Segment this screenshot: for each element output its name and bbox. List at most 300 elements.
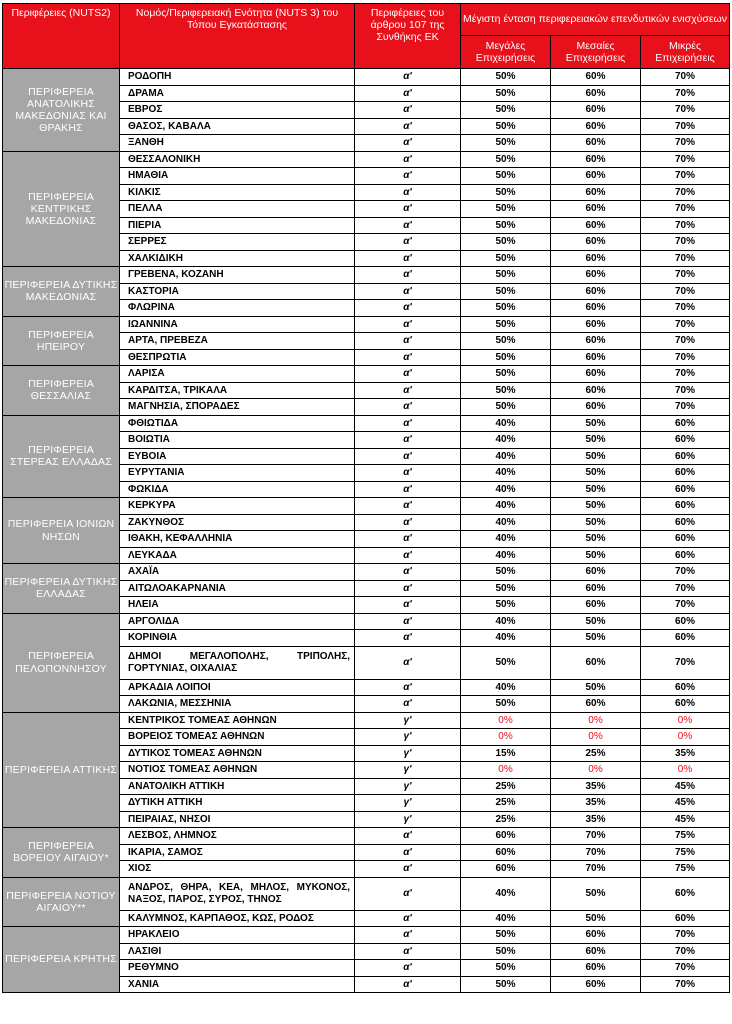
small-value-cell: 70%	[641, 366, 730, 383]
medium-value-cell: 35%	[551, 778, 641, 795]
large-value-cell: 50%	[461, 597, 551, 614]
large-value-cell: 50%	[461, 564, 551, 581]
article-cell: α'	[355, 613, 461, 630]
prefecture-cell: ΚΑΡΔΙΤΣΑ, ΤΡΙΚΑΛΑ	[120, 382, 355, 399]
table-row	[3, 712, 730, 729]
medium-value-cell: 0%	[551, 712, 641, 729]
small-value-cell: 70%	[641, 976, 730, 993]
regional-aid-table	[2, 3, 730, 993]
medium-value-cell: 0%	[551, 762, 641, 779]
small-value-cell: 45%	[641, 811, 730, 828]
small-value-cell: 60%	[641, 448, 730, 465]
prefecture-cell: ΓΡΕΒΕΝΑ, ΚΟΖΑΝΗ	[120, 267, 355, 284]
large-value-cell: 40%	[461, 481, 551, 498]
large-value-cell: 50%	[461, 927, 551, 944]
small-value-cell: 70%	[641, 349, 730, 366]
large-value-cell: 50%	[461, 102, 551, 119]
medium-value-cell: 50%	[551, 415, 641, 432]
medium-value-cell: 50%	[551, 877, 641, 910]
article-cell: α'	[355, 300, 461, 317]
medium-value-cell: 60%	[551, 151, 641, 168]
table-row	[3, 828, 730, 845]
article-cell: α'	[355, 481, 461, 498]
small-value-cell: 60%	[641, 877, 730, 910]
prefecture-cell: ΡΟΔΟΠΗ	[120, 69, 355, 86]
article-cell: α'	[355, 382, 461, 399]
table-row	[3, 69, 730, 86]
prefecture-cell: ΚΙΛΚΙΣ	[120, 184, 355, 201]
article-cell: γ'	[355, 795, 461, 812]
large-value-cell: 40%	[461, 630, 551, 647]
large-value-cell: 50%	[461, 184, 551, 201]
medium-value-cell: 60%	[551, 943, 641, 960]
region-cell: ΠΕΡΙΦΕΡΕΙΑ ΚΕΝΤΡΙΚΗΣ ΜΑΚΕΔΟΝΙΑΣ	[3, 151, 120, 267]
prefecture-cell: ΗΡΑΚΛΕΙΟ	[120, 927, 355, 944]
prefecture-cell: ΛΑΣΙΘΙ	[120, 943, 355, 960]
medium-value-cell: 60%	[551, 366, 641, 383]
large-value-cell: 40%	[461, 432, 551, 449]
region-cell: ΠΕΡΙΦΕΡΕΙΑ ΙΟΝΙΩΝ ΝΗΣΩΝ	[3, 498, 120, 564]
large-value-cell: 40%	[461, 498, 551, 515]
medium-value-cell: 60%	[551, 333, 641, 350]
medium-value-cell: 25%	[551, 745, 641, 762]
large-value-cell: 50%	[461, 349, 551, 366]
small-value-cell: 70%	[641, 135, 730, 152]
large-value-cell: 50%	[461, 250, 551, 267]
small-value-cell: 70%	[641, 316, 730, 333]
small-value-cell: 70%	[641, 85, 730, 102]
small-value-cell: 70%	[641, 283, 730, 300]
large-value-cell: 25%	[461, 795, 551, 812]
large-value-cell: 40%	[461, 877, 551, 910]
medium-value-cell: 60%	[551, 217, 641, 234]
small-value-cell: 60%	[641, 432, 730, 449]
article-cell: α'	[355, 399, 461, 416]
large-value-cell: 50%	[461, 283, 551, 300]
prefecture-cell: ΠΙΕΡΙΑ	[120, 217, 355, 234]
small-value-cell: 70%	[641, 382, 730, 399]
table-row	[3, 498, 730, 515]
article-cell: α'	[355, 118, 461, 135]
article-cell: α'	[355, 234, 461, 251]
large-value-cell: 0%	[461, 729, 551, 746]
medium-value-cell: 60%	[551, 316, 641, 333]
large-value-cell: 0%	[461, 712, 551, 729]
article-cell: α'	[355, 828, 461, 845]
prefecture-cell: ΑΝΑΤΟΛΙΚΗ ΑΤΤΙΚΗ	[120, 778, 355, 795]
large-value-cell: 25%	[461, 811, 551, 828]
article-cell: α'	[355, 910, 461, 927]
article-cell: α'	[355, 69, 461, 86]
medium-value-cell: 60%	[551, 135, 641, 152]
small-value-cell: 70%	[641, 69, 730, 86]
article-cell: γ'	[355, 745, 461, 762]
prefecture-cell: ΖΑΚΥΝΘΟΣ	[120, 514, 355, 531]
prefecture-cell: ΕΥΒΟΙΑ	[120, 448, 355, 465]
prefecture-cell: ΦΛΩΡΙΝΑ	[120, 300, 355, 317]
prefecture-cell: ΑΝΔΡΟΣ, ΘΗΡΑ, ΚΕΑ, ΜΗΛΟΣ, ΜΥΚΟΝΟΣ, ΝΑΞΟΣ, ΠΑΡΟΣ, ΣΥΡΟΣ, ΤΗΝΟΣ	[120, 877, 355, 910]
small-value-cell: 70%	[641, 217, 730, 234]
prefecture-cell: ΗΜΑΘΙΑ	[120, 168, 355, 185]
article-cell: α'	[355, 514, 461, 531]
prefecture-cell: ΘΕΣΣΑΛΟΝΙΚΗ	[120, 151, 355, 168]
prefecture-cell: ΜΑΓΝΗΣΙΑ, ΣΠΟΡΑΔΕΣ	[120, 399, 355, 416]
table-row	[3, 564, 730, 581]
article-cell: α'	[355, 646, 461, 679]
prefecture-cell: ΒΟΡΕΙΟΣ ΤΟΜΕΑΣ ΑΘΗΝΩΝ	[120, 729, 355, 746]
medium-value-cell: 60%	[551, 85, 641, 102]
prefecture-cell: ΧΙΟΣ	[120, 861, 355, 878]
small-value-cell: 70%	[641, 927, 730, 944]
article-cell: α'	[355, 168, 461, 185]
prefecture-cell: ΙΘΑΚΗ, ΚΕΦΑΛΛΗΝΙΑ	[120, 531, 355, 548]
large-value-cell: 60%	[461, 844, 551, 861]
table-row	[3, 366, 730, 383]
small-value-cell: 45%	[641, 778, 730, 795]
large-value-cell: 15%	[461, 745, 551, 762]
article-cell: α'	[355, 696, 461, 713]
region-cell: ΠΕΡΙΦΕΡΕΙΑ ΝΟΤΙΟΥ ΑΙΓΑΙΟΥ**	[3, 877, 120, 927]
large-value-cell: 40%	[461, 613, 551, 630]
prefecture-cell: ΦΩΚΙΔΑ	[120, 481, 355, 498]
article-cell: α'	[355, 349, 461, 366]
large-value-cell: 50%	[461, 696, 551, 713]
small-value-cell: 70%	[641, 333, 730, 350]
medium-value-cell: 60%	[551, 69, 641, 86]
large-value-cell: 25%	[461, 778, 551, 795]
article-cell: α'	[355, 267, 461, 284]
small-value-cell: 70%	[641, 943, 730, 960]
prefecture-cell: ΛΕΥΚΑΔΑ	[120, 547, 355, 564]
medium-value-cell: 60%	[551, 349, 641, 366]
large-value-cell: 50%	[461, 118, 551, 135]
region-cell: ΠΕΡΙΦΕΡΕΙΑ ΔΥΤΙΚΗΣ ΜΑΚΕΔΟΝΙΑΣ	[3, 267, 120, 317]
article-cell: α'	[355, 201, 461, 218]
large-value-cell: 50%	[461, 943, 551, 960]
small-value-cell: 70%	[641, 250, 730, 267]
small-value-cell: 0%	[641, 729, 730, 746]
article-cell: γ'	[355, 712, 461, 729]
region-cell: ΠΕΡΙΦΕΡΕΙΑ ΒΟΡΕΙΟΥ ΑΙΓΑΙΟΥ*	[3, 828, 120, 878]
article-cell: γ'	[355, 811, 461, 828]
medium-value-cell: 60%	[551, 168, 641, 185]
small-value-cell: 70%	[641, 151, 730, 168]
prefecture-cell: ΚΑΛΥΜΝΟΣ, ΚΑΡΠΑΘΟΣ, ΚΩΣ, ΡΟΔΟΣ	[120, 910, 355, 927]
article-cell: α'	[355, 927, 461, 944]
large-value-cell: 50%	[461, 580, 551, 597]
article-cell: α'	[355, 564, 461, 581]
small-value-cell: 70%	[641, 168, 730, 185]
small-value-cell: 75%	[641, 861, 730, 878]
article-cell: α'	[355, 250, 461, 267]
large-value-cell: 50%	[461, 217, 551, 234]
prefecture-cell: ΔΥΤΙΚΟΣ ΤΟΜΕΑΣ ΑΘΗΝΩΝ	[120, 745, 355, 762]
prefecture-cell: ΑΡΚΑΔΙΑ ΛΟΙΠΟΙ	[120, 679, 355, 696]
medium-value-cell: 70%	[551, 861, 641, 878]
prefecture-cell: ΚΟΡΙΝΘΙΑ	[120, 630, 355, 647]
small-value-cell: 70%	[641, 118, 730, 135]
small-value-cell: 35%	[641, 745, 730, 762]
article-cell: α'	[355, 861, 461, 878]
small-value-cell: 70%	[641, 580, 730, 597]
medium-value-cell: 50%	[551, 498, 641, 515]
small-value-cell: 70%	[641, 184, 730, 201]
prefecture-cell: ΔΥΤΙΚΗ ΑΤΤΙΚΗ	[120, 795, 355, 812]
prefecture-cell: ΔΗΜΟΙ ΜΕΓΑΛΟΠΟΛΗΣ, ΤΡΙΠΟΛΗΣ, ΓΟΡΤΥΝΙΑΣ, ΟΙΧΑΛΙΑΣ	[120, 646, 355, 679]
medium-value-cell: 60%	[551, 696, 641, 713]
medium-value-cell: 60%	[551, 646, 641, 679]
medium-value-cell: 60%	[551, 102, 641, 119]
prefecture-cell: ΧΑΝΙΑ	[120, 976, 355, 993]
large-value-cell: 40%	[461, 465, 551, 482]
medium-value-cell: 50%	[551, 547, 641, 564]
article-cell: α'	[355, 415, 461, 432]
small-value-cell: 60%	[641, 498, 730, 515]
article-cell: α'	[355, 283, 461, 300]
medium-value-cell: 50%	[551, 630, 641, 647]
prefecture-cell: ΛΕΣΒΟΣ, ΛΗΜΝΟΣ	[120, 828, 355, 845]
small-value-cell: 70%	[641, 399, 730, 416]
small-value-cell: 60%	[641, 531, 730, 548]
medium-value-cell: 60%	[551, 564, 641, 581]
large-value-cell: 50%	[461, 85, 551, 102]
small-value-cell: 70%	[641, 564, 730, 581]
small-value-cell: 60%	[641, 910, 730, 927]
region-cell: ΠΕΡΙΦΕΡΕΙΑ ΣΤΕΡΕΑΣ ΕΛΛΑΔΑΣ	[3, 415, 120, 498]
medium-value-cell: 70%	[551, 844, 641, 861]
medium-value-cell: 60%	[551, 960, 641, 977]
medium-value-cell: 50%	[551, 679, 641, 696]
large-value-cell: 40%	[461, 679, 551, 696]
small-value-cell: 60%	[641, 514, 730, 531]
table-row	[3, 267, 730, 284]
prefecture-cell: ΙΚΑΡΙΑ, ΣΑΜΟΣ	[120, 844, 355, 861]
medium-value-cell: 60%	[551, 976, 641, 993]
medium-value-cell: 50%	[551, 432, 641, 449]
small-value-cell: 60%	[641, 481, 730, 498]
prefecture-cell: ΕΥΡΥΤΑΝΙΑ	[120, 465, 355, 482]
prefecture-cell: ΠΕΛΛΑ	[120, 201, 355, 218]
small-value-cell: 70%	[641, 267, 730, 284]
large-value-cell: 50%	[461, 69, 551, 86]
table-row	[3, 613, 730, 630]
region-cell: ΠΕΡΙΦΕΡΕΙΑ ΑΤΤΙΚΗΣ	[3, 712, 120, 828]
article-cell: γ'	[355, 778, 461, 795]
article-cell: α'	[355, 630, 461, 647]
article-cell: α'	[355, 498, 461, 515]
small-value-cell: 75%	[641, 844, 730, 861]
large-value-cell: 50%	[461, 316, 551, 333]
prefecture-cell: ΚΕΝΤΡΙΚΟΣ ΤΟΜΕΑΣ ΑΘΗΝΩΝ	[120, 712, 355, 729]
article-cell: α'	[355, 580, 461, 597]
large-value-cell: 0%	[461, 762, 551, 779]
article-cell: α'	[355, 102, 461, 119]
large-value-cell: 50%	[461, 135, 551, 152]
large-value-cell: 50%	[461, 976, 551, 993]
header-intensity: Μέγιστη ένταση περιφερειακών επενδυτικών ενισχύσεων	[461, 4, 730, 36]
article-cell: α'	[355, 547, 461, 564]
medium-value-cell: 60%	[551, 283, 641, 300]
article-cell: α'	[355, 151, 461, 168]
article-cell: α'	[355, 679, 461, 696]
medium-value-cell: 35%	[551, 811, 641, 828]
article-cell: α'	[355, 333, 461, 350]
medium-value-cell: 0%	[551, 729, 641, 746]
small-value-cell: 70%	[641, 646, 730, 679]
small-value-cell: 70%	[641, 201, 730, 218]
medium-value-cell: 50%	[551, 531, 641, 548]
medium-value-cell: 60%	[551, 597, 641, 614]
small-value-cell: 0%	[641, 762, 730, 779]
table-row	[3, 927, 730, 944]
large-value-cell: 60%	[461, 828, 551, 845]
prefecture-cell: ΑΙΤΩΛΟΑΚΑΡΝΑΝΙΑ	[120, 580, 355, 597]
large-value-cell: 50%	[461, 366, 551, 383]
prefecture-cell: ΚΕΡΚΥΡΑ	[120, 498, 355, 515]
large-value-cell: 50%	[461, 267, 551, 284]
large-value-cell: 50%	[461, 646, 551, 679]
region-cell: ΠΕΡΙΦΕΡΕΙΑ ΔΥΤΙΚΗΣ ΕΛΛΑΔΑΣ	[3, 564, 120, 614]
large-value-cell: 50%	[461, 960, 551, 977]
article-cell: α'	[355, 960, 461, 977]
prefecture-cell: ΑΡΓΟΛΙΔΑ	[120, 613, 355, 630]
small-value-cell: 60%	[641, 679, 730, 696]
prefecture-cell: ΗΛΕΙΑ	[120, 597, 355, 614]
header-prefecture: Νομός/Περιφερειακή Ενότητα (NUTS 3) του Τόπου Εγκατάστασης	[120, 4, 355, 69]
medium-value-cell: 60%	[551, 250, 641, 267]
large-value-cell: 50%	[461, 201, 551, 218]
medium-value-cell: 60%	[551, 234, 641, 251]
prefecture-cell: ΘΑΣΟΣ, ΚΑΒΑΛΑ	[120, 118, 355, 135]
table-row	[3, 316, 730, 333]
prefecture-cell: ΛΑΡΙΣΑ	[120, 366, 355, 383]
article-cell: α'	[355, 877, 461, 910]
region-cell: ΠΕΡΙΦΕΡΕΙΑ ΠΕΛΟΠΟΝΝΗΣΟΥ	[3, 613, 120, 712]
region-cell: ΠΕΡΙΦΕΡΕΙΑ ΗΠΕΙΡΟΥ	[3, 316, 120, 366]
article-cell: α'	[355, 217, 461, 234]
small-value-cell: 75%	[641, 828, 730, 845]
medium-value-cell: 70%	[551, 828, 641, 845]
prefecture-cell: ΔΡΑΜΑ	[120, 85, 355, 102]
small-value-cell: 70%	[641, 234, 730, 251]
medium-value-cell: 60%	[551, 201, 641, 218]
large-value-cell: 40%	[461, 448, 551, 465]
small-value-cell: 0%	[641, 712, 730, 729]
prefecture-cell: ΕΒΡΟΣ	[120, 102, 355, 119]
large-value-cell: 50%	[461, 382, 551, 399]
medium-value-cell: 50%	[551, 481, 641, 498]
table-row	[3, 877, 730, 910]
large-value-cell: 50%	[461, 168, 551, 185]
prefecture-cell: ΙΩΑΝΝΙΝΑ	[120, 316, 355, 333]
small-value-cell: 60%	[641, 547, 730, 564]
article-cell: α'	[355, 184, 461, 201]
prefecture-cell: ΡΕΘΥΜΝΟ	[120, 960, 355, 977]
prefecture-cell: ΑΧΑΪΑ	[120, 564, 355, 581]
small-value-cell: 45%	[641, 795, 730, 812]
article-cell: α'	[355, 432, 461, 449]
large-value-cell: 40%	[461, 910, 551, 927]
prefecture-cell: ΘΕΣΠΡΩΤΙΑ	[120, 349, 355, 366]
large-value-cell: 50%	[461, 300, 551, 317]
article-cell: α'	[355, 597, 461, 614]
header-article: Περιφέρειες του άρθρου 107 της Συνθήκης ΕΚ	[355, 4, 461, 69]
large-value-cell: 40%	[461, 415, 551, 432]
prefecture-cell: ΛΑΚΩΝΙΑ, ΜΕΣΣΗΝΙΑ	[120, 696, 355, 713]
small-value-cell: 70%	[641, 597, 730, 614]
region-cell: ΠΕΡΙΦΕΡΕΙΑ ΚΡΗΤΗΣ	[3, 927, 120, 993]
medium-value-cell: 50%	[551, 613, 641, 630]
large-value-cell: 40%	[461, 547, 551, 564]
prefecture-cell: ΝΟΤΙΟΣ ΤΟΜΕΑΣ ΑΘΗΝΩΝ	[120, 762, 355, 779]
prefecture-cell: ΠΕΙΡΑΙΑΣ, ΝΗΣΟΙ	[120, 811, 355, 828]
medium-value-cell: 60%	[551, 382, 641, 399]
large-value-cell: 50%	[461, 234, 551, 251]
article-cell: γ'	[355, 762, 461, 779]
prefecture-cell: ΣΕΡΡΕΣ	[120, 234, 355, 251]
large-value-cell: 40%	[461, 514, 551, 531]
medium-value-cell: 60%	[551, 300, 641, 317]
small-value-cell: 60%	[641, 613, 730, 630]
prefecture-cell: ΑΡΤΑ, ΠΡΕΒΕΖΑ	[120, 333, 355, 350]
region-cell: ΠΕΡΙΦΕΡΕΙΑ ΑΝΑΤΟΛΙΚΗΣ ΜΑΚΕΔΟΝΙΑΣ ΚΑΙ ΘΡΑΚΗΣ	[3, 69, 120, 152]
article-cell: α'	[355, 135, 461, 152]
prefecture-cell: ΧΑΛΚΙΔΙΚΗ	[120, 250, 355, 267]
small-value-cell: 60%	[641, 465, 730, 482]
article-cell: α'	[355, 448, 461, 465]
article-cell: α'	[355, 465, 461, 482]
medium-value-cell: 50%	[551, 465, 641, 482]
small-value-cell: 70%	[641, 960, 730, 977]
article-cell: α'	[355, 316, 461, 333]
article-cell: α'	[355, 85, 461, 102]
small-value-cell: 60%	[641, 415, 730, 432]
prefecture-cell: ΞΑΝΘΗ	[120, 135, 355, 152]
article-cell: α'	[355, 366, 461, 383]
large-value-cell: 50%	[461, 151, 551, 168]
prefecture-cell: ΚΑΣΤΟΡΙΑ	[120, 283, 355, 300]
prefecture-cell: ΒΟΙΩΤΙΑ	[120, 432, 355, 449]
large-value-cell: 60%	[461, 861, 551, 878]
region-cell: ΠΕΡΙΦΕΡΕΙΑ ΘΕΣΣΑΛΙΑΣ	[3, 366, 120, 416]
article-cell: γ'	[355, 729, 461, 746]
medium-value-cell: 50%	[551, 514, 641, 531]
prefecture-cell: ΦΘΙΩΤΙΔΑ	[120, 415, 355, 432]
medium-value-cell: 50%	[551, 910, 641, 927]
header-large: Μεγάλες Επιχειρήσεις	[461, 36, 551, 69]
header-medium: Μεσαίες Επιχειρήσεις	[551, 36, 641, 69]
medium-value-cell: 60%	[551, 399, 641, 416]
medium-value-cell: 35%	[551, 795, 641, 812]
article-cell: α'	[355, 531, 461, 548]
medium-value-cell: 60%	[551, 927, 641, 944]
table-row	[3, 415, 730, 432]
small-value-cell: 70%	[641, 102, 730, 119]
small-value-cell: 60%	[641, 630, 730, 647]
small-value-cell: 60%	[641, 696, 730, 713]
table-body	[3, 69, 730, 993]
large-value-cell: 50%	[461, 333, 551, 350]
small-value-cell: 70%	[641, 300, 730, 317]
article-cell: α'	[355, 976, 461, 993]
medium-value-cell: 60%	[551, 184, 641, 201]
medium-value-cell: 60%	[551, 267, 641, 284]
header-regions: Περιφέρειες (NUTS2)	[3, 4, 120, 69]
article-cell: α'	[355, 943, 461, 960]
article-cell: α'	[355, 844, 461, 861]
header-small: Μικρές Επιχειρήσεις	[641, 36, 730, 69]
table-row	[3, 151, 730, 168]
